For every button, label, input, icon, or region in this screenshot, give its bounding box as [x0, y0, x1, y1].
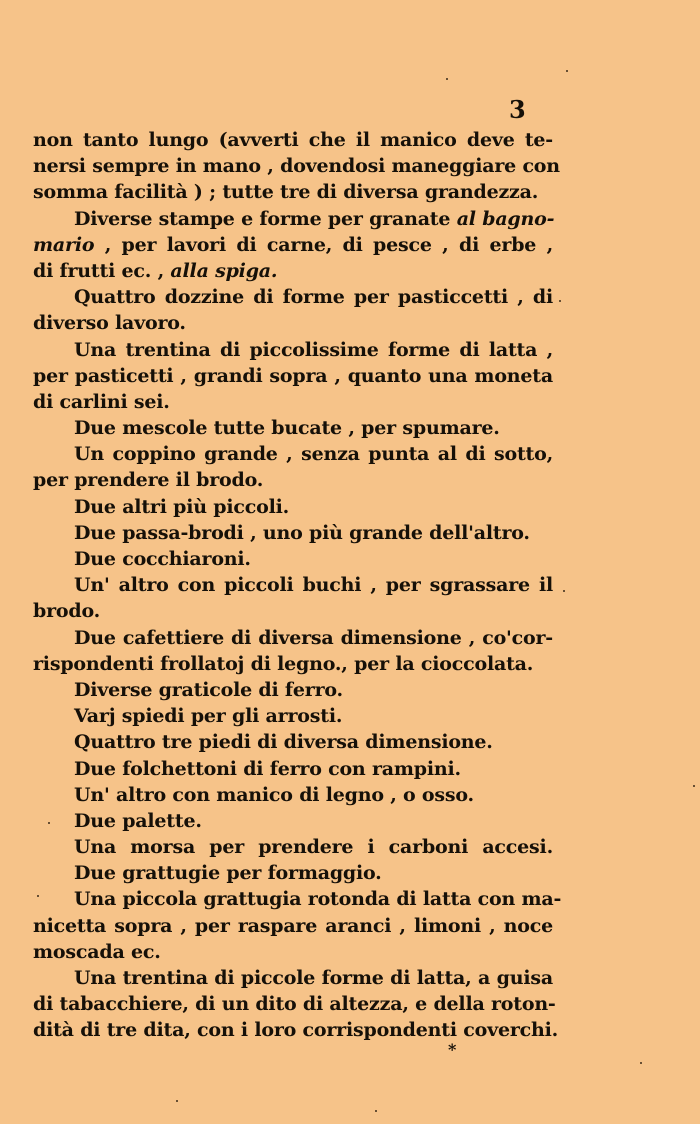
text-line: di tabacchiere, di un dito di altezza, e della roton- [33, 993, 556, 1016]
text-line: Una morsa per prendere i carboni accesi. [74, 836, 553, 859]
text-line: Quattro dozzine di forme per pasticcetti , di [74, 286, 553, 309]
text-line: Due cocchiaroni. [74, 548, 251, 570]
text-line: Un' altro con piccoli buchi , per sgrassare il [74, 574, 553, 597]
text-line: nicetta sopra , per raspare aranci , limoni , noce [33, 914, 553, 937]
text-line: brodo. [33, 600, 101, 623]
signature-mark: * [448, 1040, 457, 1059]
text-line: Due palette. [74, 809, 202, 832]
text-line: Un coppino grande , senza punta al di sotto, [74, 443, 553, 466]
text-line: di frutti ec. , alla spiga. [33, 259, 278, 282]
text-line: per prendere il brodo. [33, 469, 264, 492]
text-line: Quattro tre piedi di diversa dimensione. [74, 731, 493, 754]
text-line: Una piccola grattugia rotonda di latta con ma- [74, 888, 562, 911]
paper-speck [37, 895, 39, 897]
text-line: moscada ec. [33, 940, 161, 963]
text-line: Una trentina di piccolissime forme di latta , [74, 338, 553, 361]
page-number: 3 [509, 95, 526, 124]
text-line: mario , per lavori di carne, di pesce , di erbe , [33, 233, 553, 256]
text-line: per pasticetti , grandi sopra , quanto una moneta [33, 364, 553, 387]
paper-speck [693, 785, 695, 787]
text-line: rispondenti frollatoj di legno., per la cioccolata. [33, 652, 534, 675]
text-line: dità di tre dita, con i loro corrispondenti coverchi. [33, 1019, 559, 1042]
body-text [33, 127, 562, 1044]
text-line: diverso lavoro. [33, 312, 186, 335]
text-line: nersi sempre in mano , dovendosi maneggiare con [33, 155, 560, 178]
text-line: Due cafettiere di diversa dimensione , co'cor- [74, 626, 553, 649]
paper-speck [375, 1110, 377, 1112]
text-line: Due grattugie per formaggio. [74, 862, 382, 885]
paper-speck [640, 1062, 642, 1064]
text-line: Due altri più piccoli. [74, 495, 290, 518]
text-line: Due mescole tutte bucate , per spumare. [74, 417, 500, 440]
paper-speck [566, 70, 568, 72]
text-line: Due passa-brodi , uno più grande dell'altro. [74, 521, 530, 544]
text-line: Una trentina di piccole forme di latta, a guisa [74, 967, 553, 989]
paper-speck [563, 590, 565, 592]
paper-speck [559, 300, 561, 302]
text-line: di carlini sei. [33, 390, 170, 413]
paper-speck [176, 1100, 178, 1102]
text-line: Varj spiedi per gli arrosti. [74, 705, 343, 728]
text-line: Un' altro con manico di legno , o osso. [74, 783, 474, 806]
paper-speck [446, 78, 448, 80]
paper-speck [48, 822, 50, 824]
text-line: somma facilità ) ; tutte tre di diversa grandezza. [33, 181, 539, 204]
text-line: Diverse graticole di ferro. [74, 678, 343, 701]
text-line: Due folchettoni di ferro con rampini. [74, 757, 461, 780]
text-line: Diverse stampe e forme per granate al bagno- [74, 207, 555, 230]
text-line: non tanto lungo (avverti che il manico deve te- [33, 129, 553, 151]
